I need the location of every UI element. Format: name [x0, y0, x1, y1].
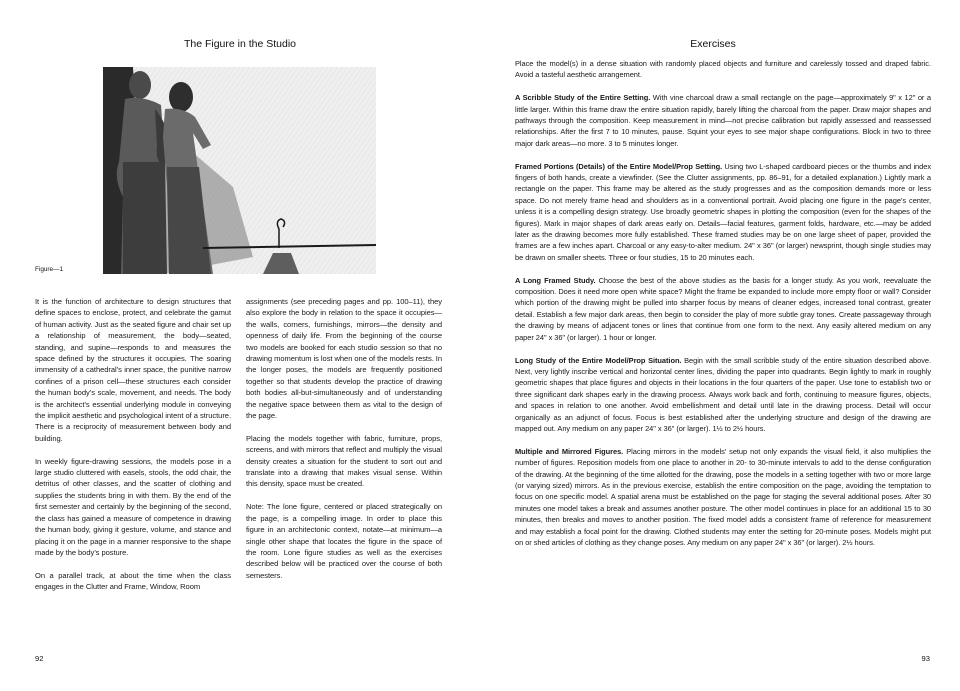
paragraph: Note: The lone figure, centered or placed strategically on the page, is a compelling image. In order to place this figure in an architectonic context, notate—at minimum—a single other shape that locates the figure in the space of the room. Lone figure studies as well as the exercises described below will be practiced over the course of both semesters. — [246, 502, 442, 580]
running-head-right: Exercises — [690, 38, 736, 50]
paragraph: It is the function of architecture to design structures that define spaces to enclose, protect, and celebrate the gamut of human activity. Just as the seated figure and chair set up a relationship of measurement, the body—seated, standing, and supine—responds to and measures the space defined by the structures it occupies. The soaring immensity of a cathedral’s inner space, the punitive narrow confines of a prison cell—these structures each consider the human body’s scale, movement, and needs. The body is the architect’s essential underlying module in conveying the implicit aesthetic and psychological intent of a structure. There is a reciprocity of measurement between body and building. — [35, 297, 231, 443]
figure-caption: Figure—1 — [35, 266, 64, 273]
exercise-title: A Long Framed Study. — [515, 275, 596, 285]
exercise-body: Placing mirrors in the models’ setup not only expands the visual field, it also multiplies the number of figures. Reposition models from one place to another in 20- to 30-minute intervals to add to the dense configuration of the drawing. At the beginning of the time allotted for the drawing, pose the models in a setting together with two or more large (or varying sized) mirrors. As in the previous exercise, establish the entire composition on the page, avoiding the temptation to focus on one specific model. A spatial arena must be established on the page for staging the several additional poses. After 30 minutes one model takes a break and assumes another posture. The other model continues in place for an additional 15 to 30 minutes, then breaks and moves to another position. The fixed model adds a consistent frame of reference for measurement and may establish a focal point for the drawing. Clothed students may enter the setting for 20-minute poses. Models might put on or shed articles of clothing as they change poses. Any medium on any paper 24" x 36" (or larger). 2½ hours. — [515, 446, 931, 547]
left-column-2 — [246, 296, 442, 593]
right-page — [480, 0, 960, 691]
paragraph: On a parallel track, at about the time when the class engages in the Clutter and Frame, Window, Room — [35, 570, 231, 592]
page-number-left: 92 — [35, 654, 44, 663]
exercise-item — [515, 92, 931, 149]
exercise-item — [515, 355, 931, 435]
exercise-title: Framed Portions (Details) of the Entire Model/Prop Setting. — [515, 161, 723, 171]
exercise-title: Long Study of the Entire Model/Prop Situation. — [515, 355, 682, 365]
running-head-left: The Figure in the Studio — [183, 38, 297, 50]
exercise-body: Choose the best of the above studies as the basis for a longer study. As you work, reevaluate the composition. Does it need more open white space? Might the frame be expanded to include more empty floor or wall? Consider which portion of the drawing might be pulled into sharper focus by means of cleaner edges, increased tonal contrast, greater detail. Establish a few major dark areas, then begin to consider the play of more subtle gray tones. Create passageway through the drawing by means of adjacent tones or lines that continue from one form to the next. Any easily altered medium on any paper 24" x 36" (or larger). 1 hour or longer. — [515, 275, 931, 342]
exercises-column — [515, 58, 931, 560]
exercise-body: With vine charcoal draw a small rectangle on the page—approximately 9" x 12" or a little larger. Within this frame draw the entire situation rapidly, barely lifting the charcoal from the paper. Draw major shapes and pathways through the composition. Keep measurement in mind—not precise calibration but rapidly assessed and reassessed relationships. After the first 7 to 10 minutes, pause. Squint your eyes to see major shape configurations. Block in two to three major dark areas—no more. 3 to 5 minutes longer. — [515, 93, 931, 148]
exercise-item — [515, 446, 931, 549]
exercise-item — [515, 275, 931, 343]
charcoal-figure-illustration — [103, 67, 376, 274]
paragraph: assignments (see preceding pages and pp. 100–11), they also explore the body in relation to the space it occupies—the walls, corners, furnishings, mirrors—the density and openness of daily life. From the beginning of the course two models are booked for each studio session so that no drawing momentum is lost when one of the models rests. In the longer poses, the models are frequently positioned together so that students develop the practice of drawing both bodies all-but-simultaneously and of understanding the negative space between them as vital to the design of the page. — [246, 297, 442, 421]
exercise-title: A Scribble Study of the Entire Setting. — [515, 93, 651, 103]
exercise-title: Multiple and Mirrored Figures. — [515, 446, 624, 456]
page-number-right: 93 — [921, 654, 930, 663]
paragraph: In weekly figure-drawing sessions, the models pose in a large studio cluttered with easels, stools, the odd chair, the detritus of other classes, and the scatter of clothing and supplies the students bring in with them. By the end of the first semester and certainly by the beginning of the second, the class has gained a measure of competence in drawing the human body, giving it gesture, volume, and stance and placing it on the page in a manner responsive to the shape made by the body’s posture. — [35, 456, 231, 557]
exercise-item — [515, 161, 931, 264]
exercise-body: Begin with the small scribble study of the entire situation described above. Next, very lightly inscribe vertical and horizontal center lines, dividing the paper into quadrants. Begin lightly to mark in roughly geometric shapes that place figures and objects in their locations in the four quarters of the paper. Use tone to establish two or three significant dark shapes early in the drawing process. Always work back and forth, continuing to measure figures, objects, and spaces in relation to one another. Avoid embellishment and detail until late in the drawing process. Detail will occur organically as an adjunct of focus. Focus is best established after the underlying structure and design of the drawing are mapped out. Any medium on any paper 24" x 36" (or larger). 1½ to 2½ hours. — [515, 355, 931, 433]
paragraph: Placing the models together with fabric, furniture, props, screens, and with mirrors that reflect and multiply the visual density creates a situation for the student to sort out and translate into a drawing that makes visual sense. Within this density, space must be created. — [246, 433, 442, 489]
figure-1-drawing — [103, 67, 376, 274]
exercise-body: Using two L-shaped cardboard pieces or the thumbs and index fingers of both hands, create a viewfinder. (See the Clutter assignments, pp. 86–91, for a detailed explanation.) Lightly mark a rectangle on the paper. This frame may be altered as the study progresses and as the composition demands more or less space. Do not merely frame head and shoulders as in a conventional portrait. Avoid placing one figure in the page’s center, unless it is a compelling design strategy. Use broadly geometric shapes in plotting the composition (even for the shapes of the figures). Mark in major shapes of dark areas early on. Details—facial features, garment folds, hardware, etc.—may be added later as the drawing becomes more fully established. These framed studies may be on one large sheet of paper, provided the frames are a few inches apart. Charcoal or any easy-to-alter medium. 24" x 36" (or larger) newsprint, though single studies may be drawn on smaller sheets. Three or four studies, 15 to 20 minutes each. — [515, 161, 931, 262]
exercises-intro: Place the model(s) in a dense situation with randomly placed objects and furniture and carelessly tossed and draped fabric. Avoid a tasteful aesthetic arrangement. — [515, 59, 931, 80]
left-column-1 — [35, 296, 231, 604]
